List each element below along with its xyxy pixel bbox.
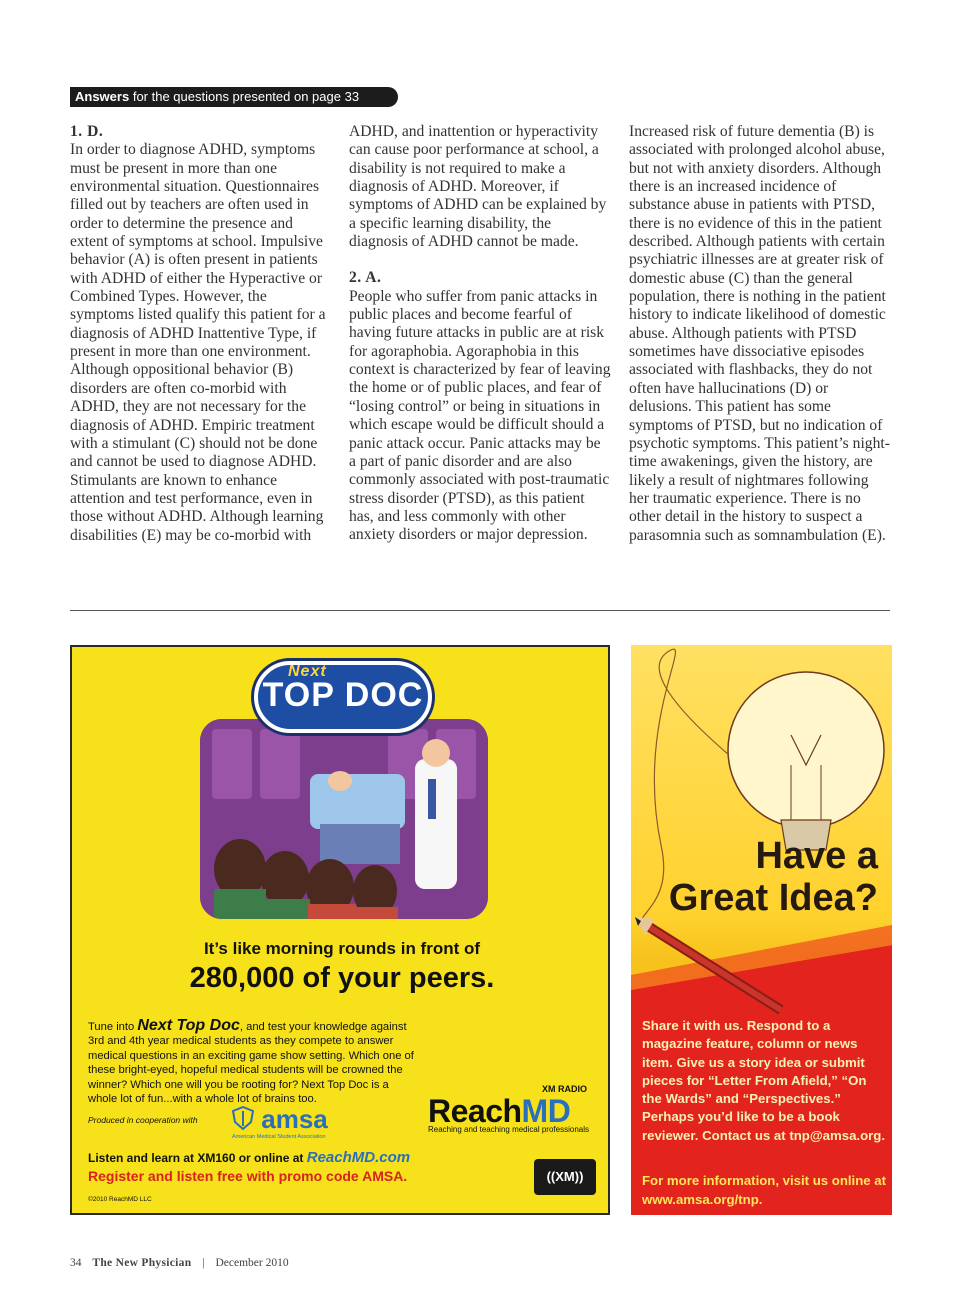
- ad-headline-2: Great Idea?: [668, 877, 878, 919]
- ad-copyright: ©2010 ReachMD LLC: [88, 1196, 152, 1203]
- reachmd-tagline: Reaching and teaching medical professionals: [428, 1125, 589, 1134]
- great-idea-ad[interactable]: [631, 645, 892, 1215]
- ad-body-post: , and test your knowledge against 3rd and 4th year medical students as they compete to answer medical questions in an exciting game show setting. Which one of these bright-eyed, hopeful medical students will be crowned the winner? Which one will you be rooting for? Next Top Doc is a whole lot of fun...with a whole lot of brains too.: [88, 1021, 414, 1106]
- ad-more-info-link[interactable]: For more information, visit us online at www.amsa.org/tnp.: [642, 1173, 886, 1207]
- ad-tagline-2: 280,000 of your peers.: [189, 962, 495, 994]
- caduceus-shield-icon: [232, 1106, 254, 1130]
- amsa-subtitle: American Medical Student Association: [232, 1134, 326, 1140]
- ad-show-name: Next Top Doc: [137, 1017, 240, 1034]
- ad-coop-text: Produced in cooperation with: [88, 1115, 198, 1125]
- xm-radio-label: XM RADIO: [542, 1084, 587, 1094]
- question-2-text-part1: People who suffer from panic attacks in public places and become fearful of having future attacks in public are at risk for agoraphobia. Agoraphobia in this context is characterized by fear of leaving the home or of public places, and fear of “losing control” or being in situations in which escape would be difficult should a panic attack occur. Panic attacks may be a part of panic disorder and are also commonly associated with post-traumatic stress disorder (PTSD), as this patient has, and less commonly with other anxiety disorders or major depression.: [349, 287, 611, 544]
- game-show-scene-icon: [200, 719, 488, 919]
- question-2-text-part2: Increased risk of future dementia (B) is associated with prolonged alcohol abuse, but not with anxiety disorders. Although there is an increased incidence of substance abuse in patients with PTSD, there is no evidence of this in the patient described. Although patients with certain psychiatric illnesses are at greater risk of domestic abuse (C) than the general population, there is nothing in the patient history to indicate likelihood of domestic abuse. Although patients with PTSD sometimes have dissociative episodes associated with flashbacks, they do not often have hallucinations (D) or delusions. This patient has some symptoms of PTSD, but no indication of psychotic symptoms. This patient’s night-time awakenings, given the history, are likely a result of nightmares following her traumatic experience. There is no other detail in the history to suspect a parasomnia such as somnambulation (E).: [629, 123, 890, 544]
- next-top-doc-logo: [254, 661, 432, 733]
- page-number: 34: [70, 1257, 82, 1269]
- answers-banner: [70, 87, 398, 107]
- banner-text: for the questions presented on page 33: [132, 89, 360, 104]
- ad-tagline-1: It’s like morning rounds in front of: [203, 939, 481, 958]
- question-1-text-part1: In order to diagnose ADHD, symptoms must be present in more than one environmental situation. Questionnaires filled out by teachers are often used in order to determine the presence and extent of symptoms at school. Impulsive behavior (A) is often present in patients with ADHD of either the Hyperactive or Combined Types. However, the symptoms listed qualify this patient for a diagnosis of ADHD Inattentive Type, if present in more than one environment. Although oppositional behavior (B) disorders are often co-morbid with ADHD, they are not necessary for the diagnosis of ADHD. Empiric treatment with a stimulant (C) should not be done and cannot be used to diagnose ADHD. Stimulants are known to enhance attention and test performance, even in those without ADHD. Although learning disabilities (E) may be co-morbid with: [70, 141, 326, 544]
- question-2-label: 2. A.: [349, 269, 382, 287]
- game-show-illustration: [200, 719, 488, 919]
- logo-script: Next: [288, 663, 327, 680]
- ad-headline-1: Have a: [755, 835, 878, 877]
- banner-strong: Answers: [75, 89, 130, 104]
- answer-column-2: [349, 123, 611, 545]
- reach-word: Reach: [428, 1093, 522, 1129]
- section-divider: [70, 610, 890, 611]
- ad-listen-line: [88, 1149, 410, 1166]
- reachmd-link[interactable]: ReachMD.com: [306, 1149, 411, 1166]
- issue-date: December 2010: [215, 1257, 289, 1269]
- question-1-text-part2: ADHD, and inattention or hyperactivity can cause poor performance at school, a disability is not required to make a diagnosis of ADHD. Moreover, if symptoms of ADHD can be explained by a specific learning disability, the diagnosis of ADHD cannot be made.: [349, 123, 607, 251]
- ad-register-line: Register and listen free with promo code AMSA.: [88, 1168, 408, 1184]
- question-1-label: 1. D.: [70, 123, 104, 140]
- amsa-logo: [232, 1104, 328, 1135]
- listen-text: Listen and learn at XM160 or online at: [88, 1151, 304, 1165]
- next-top-doc-ad[interactable]: [70, 645, 610, 1215]
- page-footer: [70, 1257, 297, 1269]
- ad-submission-text: Share it with us. Respond to a magazine feature, column or news item. Give us a story idea or submit pieces for “Letter From Afield,” “On the Wards” and “Perspectives.” Perhaps you’d like to be a book reviewer. Contact us at tnp@amsa.org.: [642, 1018, 885, 1143]
- answer-column-1: [70, 123, 332, 545]
- footer-separator: |: [202, 1257, 205, 1269]
- magazine-name: The New Physician: [92, 1257, 192, 1269]
- ad-description: [88, 1019, 418, 1106]
- logo-main: TOP DOC: [262, 676, 424, 714]
- answer-column-3: [629, 123, 891, 545]
- md-word: MD: [521, 1093, 571, 1129]
- amsa-wordmark: amsa: [261, 1104, 328, 1134]
- xm-logo: ((XM)): [534, 1159, 596, 1195]
- ad-body-pre: Tune into: [88, 1021, 135, 1033]
